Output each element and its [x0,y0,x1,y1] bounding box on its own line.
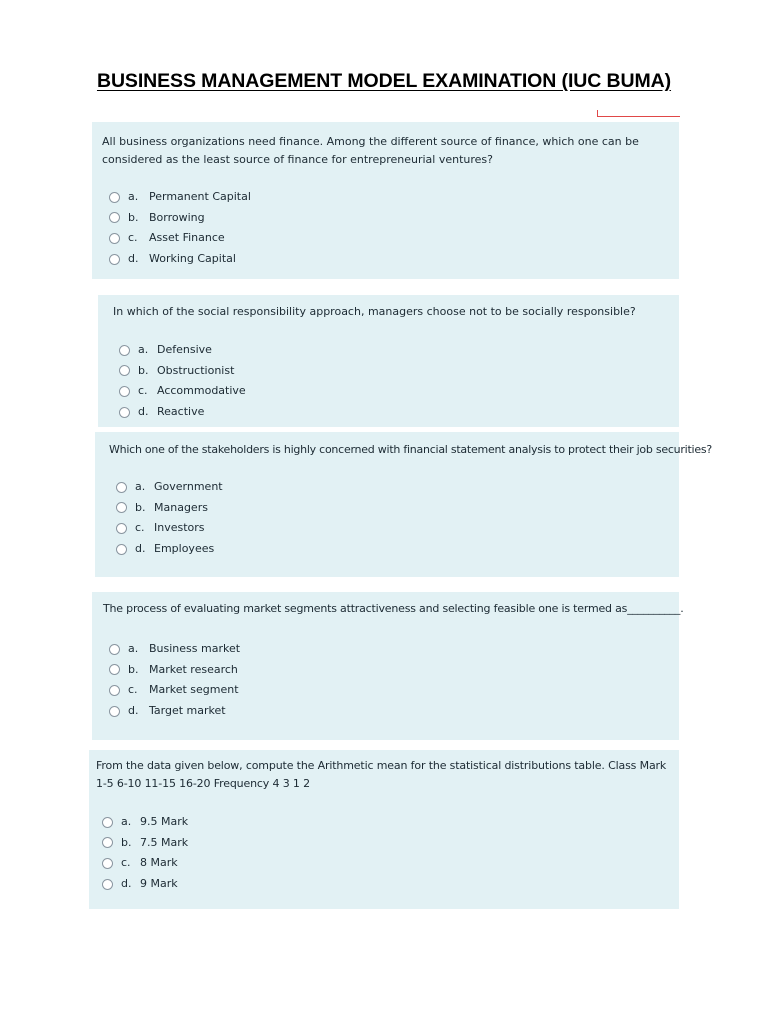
red-annotation-mark [597,110,680,117]
radio-icon[interactable] [102,879,113,890]
option-d[interactable]: d. Working Capital [109,249,251,270]
option-label: 9.5 Mark [140,815,189,829]
question-text: Which one of the stakeholders is highly concerned with financial statement analysis to protect their job securities? [109,443,712,456]
question-text: The process of evaluating market segments attractiveness and selecting feasible one is termed as__________. [103,602,684,615]
option-c[interactable]: c. Asset Finance [109,228,251,249]
question-text: In which of the social responsibility approach, managers choose not to be socially responsible? [113,305,636,318]
option-a[interactable]: a. Business market [109,639,240,660]
radio-icon[interactable] [109,212,120,223]
option-c[interactable]: c. Market segment [109,680,240,701]
radio-icon[interactable] [109,254,120,265]
radio-icon[interactable] [119,386,130,397]
radio-icon[interactable] [116,523,127,534]
option-a[interactable]: a. Defensive [119,340,246,361]
option-c[interactable]: c. Investors [116,518,223,539]
option-label: Accommodative [157,384,246,398]
radio-icon[interactable] [109,706,120,717]
radio-icon[interactable] [109,685,120,696]
page-title: BUSINESS MANAGEMENT MODEL EXAMINATION (IUC BUMA) [96,70,672,92]
option-a[interactable]: a. Permanent Capital [109,187,251,208]
options-list [116,477,223,559]
option-b[interactable]: b. Managers [116,498,223,519]
option-label: Borrowing [149,210,205,224]
option-label: Defensive [157,343,212,357]
radio-icon[interactable] [116,544,127,555]
option-d[interactable]: d. Target market [109,701,240,722]
radio-icon[interactable] [109,192,120,203]
radio-icon[interactable] [102,858,113,869]
radio-icon[interactable] [119,365,130,376]
option-label: 8 Mark [140,856,178,870]
option-a[interactable]: a. 9.5 Mark [102,812,188,833]
option-label: Obstructionist [157,363,235,377]
option-d[interactable]: d. Reactive [119,402,246,423]
option-b[interactable]: b. Borrowing [109,208,251,229]
option-b[interactable]: b. 7.5 Mark [102,833,188,854]
question-card-3 [95,432,712,577]
option-label: Target market [149,704,226,718]
radio-icon[interactable] [119,345,130,356]
question-card-1 [92,122,679,279]
options-list [109,639,240,721]
radio-icon[interactable] [102,817,113,828]
option-b[interactable]: b. Obstructionist [119,361,246,382]
options-list [102,812,188,894]
question-card-5 [89,750,679,909]
question-text: All business organizations need finance. Among the different source of finance, which one can be considered as the least source of finance for entrepreneurial ventures? [102,135,639,166]
option-label: Asset Finance [149,231,225,245]
option-label: Government [154,480,223,494]
option-label: Managers [154,500,208,514]
option-d[interactable]: d. Employees [116,539,223,560]
option-label: Reactive [157,405,205,419]
radio-icon[interactable] [109,233,120,244]
question-card-2 [98,295,679,427]
option-d[interactable]: d. 9 Mark [102,874,188,895]
radio-icon[interactable] [116,502,127,513]
option-label: Market segment [149,683,239,697]
option-label: 7.5 Mark [140,835,189,849]
option-label: Business market [149,642,241,656]
option-c[interactable]: c. 8 Mark [102,853,188,874]
option-label: Permanent Capital [149,190,251,204]
options-list [109,187,251,269]
option-label: Market research [149,662,238,676]
option-a[interactable]: a. Government [116,477,223,498]
option-label: 9 Mark [140,877,178,891]
radio-icon[interactable] [109,644,120,655]
radio-icon[interactable] [119,407,130,418]
option-label: Working Capital [149,252,236,266]
question-card-4 [92,592,684,740]
option-label: Employees [154,542,215,556]
options-list [119,340,246,422]
radio-icon[interactable] [116,482,127,493]
radio-icon[interactable] [109,664,120,675]
question-text: From the data given below, compute the Arithmetic mean for the statistical distributions table. Class Mark 1-5 6-10 11-15 16-20 Frequency 4 3 1 2 [96,759,667,790]
option-c[interactable]: c. Accommodative [119,381,246,402]
radio-icon[interactable] [102,837,113,848]
option-b[interactable]: b. Market research [109,660,240,681]
option-label: Investors [154,521,205,535]
